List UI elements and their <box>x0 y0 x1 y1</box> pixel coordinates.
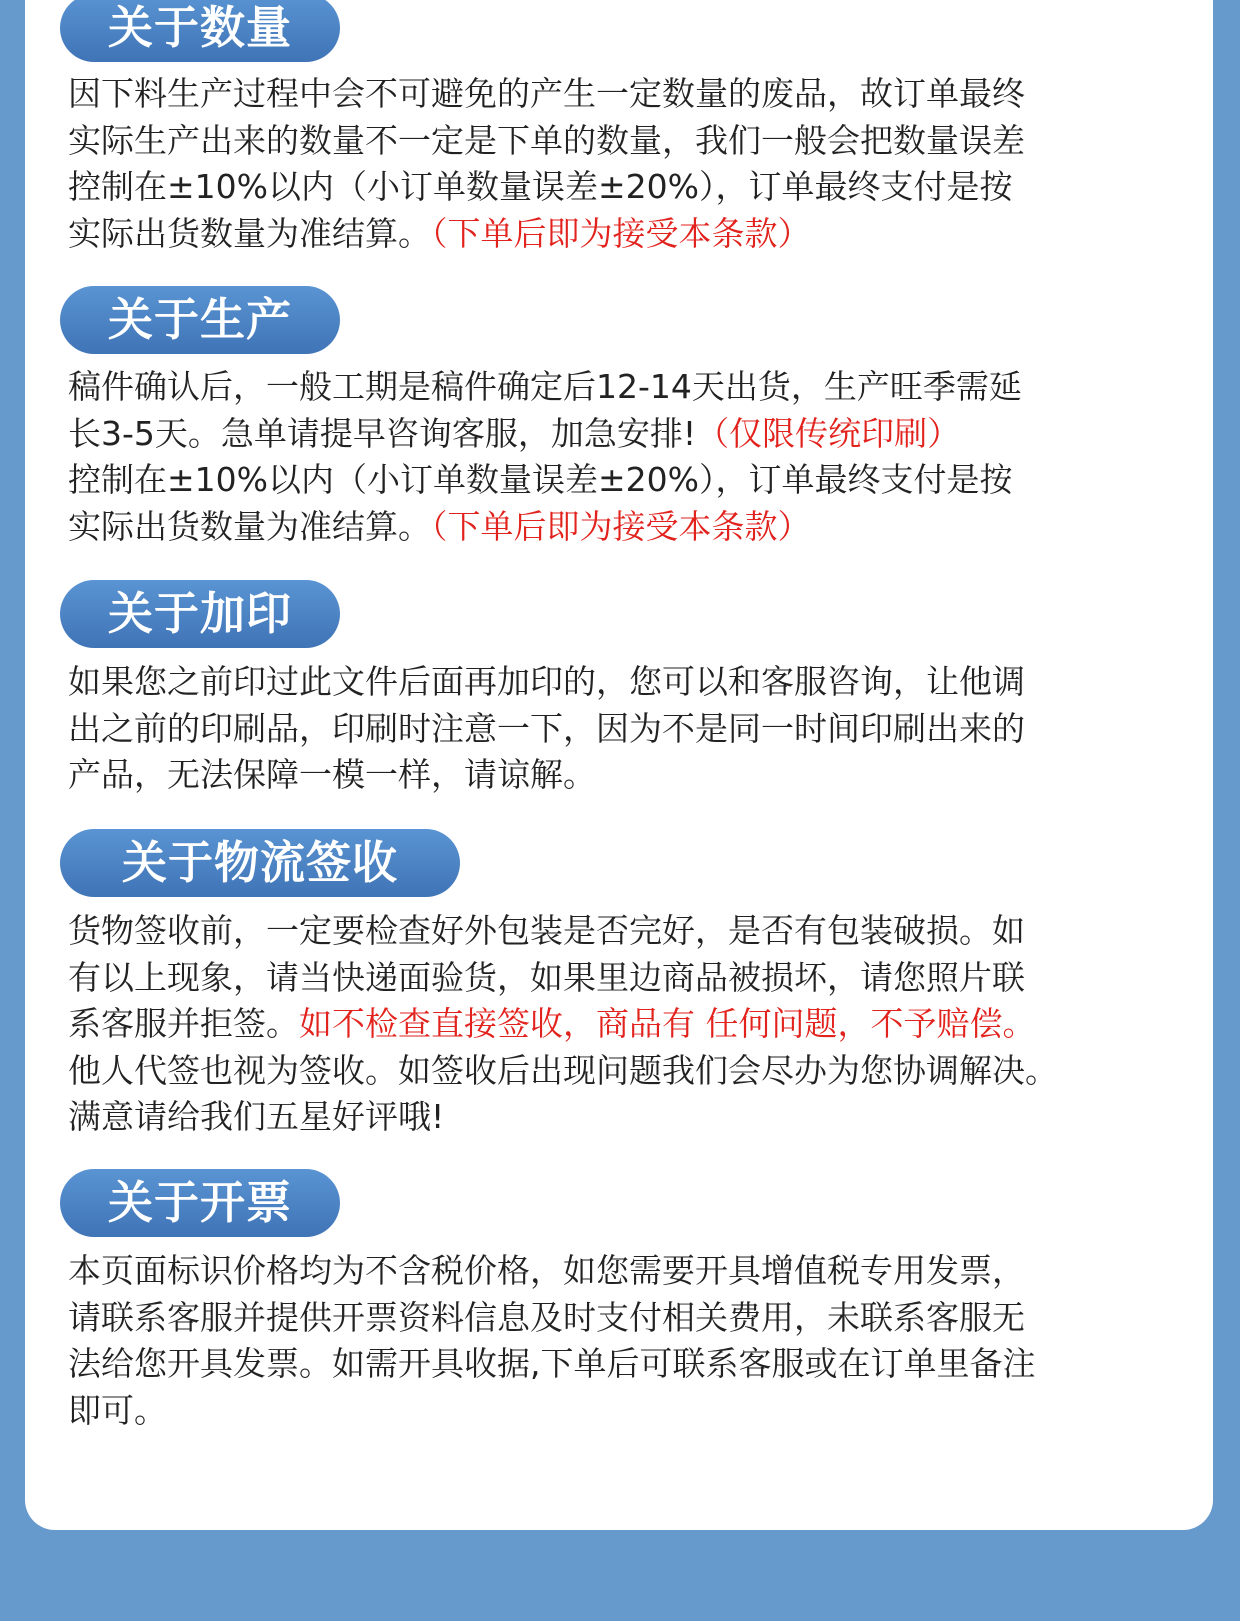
traditional-print-notice: （仅限传统印刷） <box>696 413 961 453</box>
text-line: 货物签收前，一定要检查好外包装是否完好，是否有包装破损。如 <box>68 911 1025 950</box>
section-body-logistics <box>68 908 1183 1141</box>
text-line: 稿件确认后，一般工期是稿件确定后12-14天出货，生产旺季需延 <box>68 367 1022 406</box>
section-title-quantity: 关于数量 <box>60 0 340 62</box>
text-line: 即可。 <box>68 1390 167 1430</box>
terms-notice: （下单后即为接受本条款） <box>431 506 811 546</box>
text-line: 出之前的印刷品，印刷时注意一下，因为不是同一时间印刷出来的 <box>68 708 1025 748</box>
text-line: 因下料生产过程中会不可避免的产生一定数量的废品，故订单最终 <box>68 74 1025 113</box>
text-line: 请联系客服并提供开票资料信息及时支付相关费用，未联系客服无 <box>68 1297 1025 1337</box>
section-title-logistics: 关于物流签收 <box>60 829 460 897</box>
section-body-reprint <box>68 659 1183 799</box>
text-line: 满意请给我们五星好评哦! <box>68 1097 445 1136</box>
text-line: 长3-5天。急单请提早咨询客服，加急安排!（仅限传统印刷） <box>68 413 961 453</box>
section-body-invoice <box>68 1248 1183 1434</box>
text-line: 他人代签也视为签收。如签收后出现问题我们会尽办为您协调解决。 <box>68 1050 1058 1090</box>
text-line: 系客服并拒签。如不检查直接签收，商品有 任何问题，不予赔偿。 <box>68 1004 1036 1043</box>
text-line: 实际出货数量为准结算。（下单后即为接受本条款） <box>68 506 811 546</box>
text-line: 法给您开具发票。如需开具收据,下单后可联系客服或在订单里备注 <box>68 1344 1036 1383</box>
no-compensation-notice: 如不检查直接签收，商品有 任何问题，不予赔偿。 <box>299 1004 1036 1043</box>
text-line: 有以上现象，请当快递面验货，如果里边商品被损坏，请您照片联 <box>68 957 1025 997</box>
section-title-production: 关于生产 <box>60 286 340 354</box>
text-line: 控制在±10%以内（小订单数量误差±20%），订单最终支付是按 <box>68 167 1013 206</box>
section-title-invoice: 关于开票 <box>60 1169 340 1237</box>
section-title-reprint: 关于加印 <box>60 580 340 648</box>
text-line: 控制在±10%以内（小订单数量误差±20%），订单最终支付是按 <box>68 460 1013 499</box>
text-line: 实际出货数量为准结算。（下单后即为接受本条款） <box>68 213 811 253</box>
text-line: 实际生产出来的数量不一定是下单的数量，我们一般会把数量误差 <box>68 120 1025 160</box>
section-body-quantity <box>68 71 1183 257</box>
terms-notice: （下单后即为接受本条款） <box>431 213 811 253</box>
text-line: 如果您之前印过此文件后面再加印的，您可以和客服咨询，让他调 <box>68 662 1025 701</box>
text-line: 本页面标识价格均为不含税价格，如您需要开具增值税专用发票， <box>68 1251 1025 1290</box>
section-body-production <box>68 364 1183 550</box>
text-line: 产品，无法保障一模一样，请谅解。 <box>68 755 596 794</box>
